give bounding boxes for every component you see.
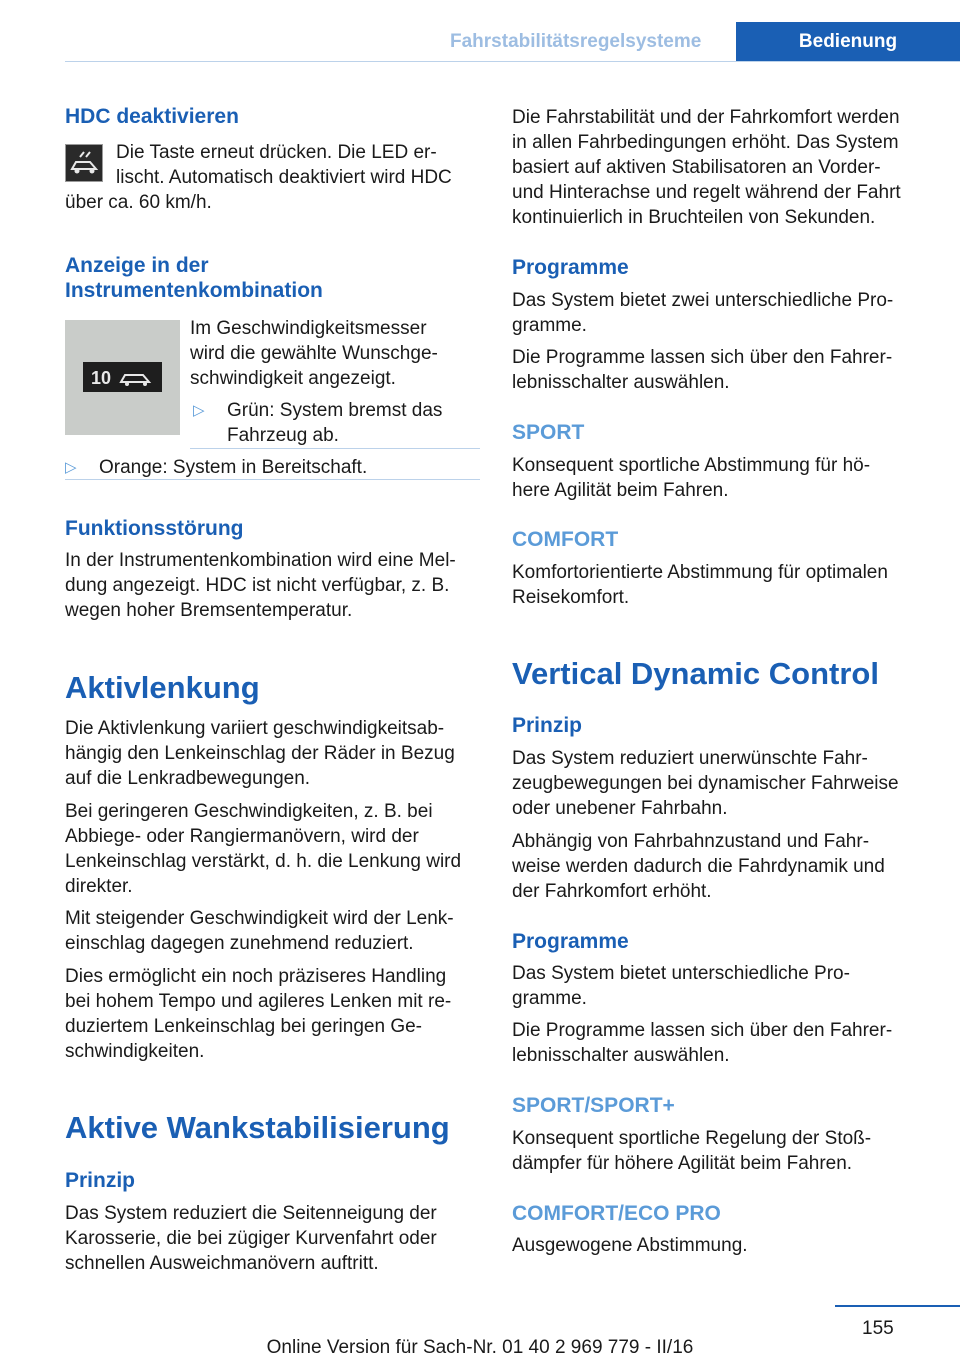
- bullet-triangle-icon: ▷: [193, 402, 205, 419]
- programs-a-line2: gramme.: [512, 315, 587, 336]
- steering-b-line2: Abbiege- oder Rangiermanövern, wird der: [65, 826, 419, 847]
- display-heading-line1: Anzeige in der: [65, 254, 209, 277]
- bullet-orange-text: Orange: System in Bereitschaft.: [99, 457, 368, 478]
- active-steering-heading: Aktivlenkung: [65, 670, 260, 705]
- steering-d-line2: bei hohem Tempo und agileres Lenken mit re‐: [65, 991, 452, 1012]
- fault-line2: dung angezeigt. HDC ist nicht verfügbar, z. B.: [65, 575, 450, 596]
- roll-line1: Das System reduziert die Seitenneigung der: [65, 1203, 437, 1224]
- vdc-programs-heading: Programme: [512, 930, 629, 953]
- hdc-off-line3: über ca. 60 km/h.: [65, 192, 212, 213]
- vdc-b-line1: Abhängig von Fahrbahnzustand und Fahr‐: [512, 831, 870, 852]
- vdc-programs-b-line1: Die Programme lassen sich über den Fahrer‐: [512, 1020, 893, 1041]
- programs-a-line1: Das System bietet zwei unterschiedliche Pro‐: [512, 290, 894, 311]
- steering-b-line3: Lenkeinschlag verstärkt, d. h. die Lenkung wird: [65, 851, 462, 872]
- programs-b-line2: lebnisschalter auswählen.: [512, 372, 730, 393]
- roll-line2: Karosserie, die bei zügiger Kurvenfahrt oder: [65, 1228, 437, 1249]
- display-line1: Im Geschwindigkeitsmesser: [190, 318, 427, 339]
- vdc-a-line2: zeugbewegungen bei dynamischer Fahrweise: [512, 773, 899, 794]
- comfort-line2: Reisekomfort.: [512, 587, 630, 608]
- steering-d-line3: duziertem Lenkeinschlag bei geringen Ge‐: [65, 1016, 422, 1037]
- comfort-eco-pro-line1: Ausgewogene Abstimmung.: [512, 1235, 748, 1256]
- vdc-heading: Vertical Dynamic Control: [512, 656, 879, 691]
- instrument-cluster-image: [65, 320, 180, 435]
- vdc-programs-a-line2: gramme.: [512, 988, 587, 1009]
- steering-d-line1: Dies ermöglicht ein noch präziseres Handling: [65, 966, 447, 987]
- vdc-programs-b-line2: lebnisschalter auswählen.: [512, 1045, 730, 1066]
- fault-line1: In der Instrumentenkombination wird eine Mel‐: [65, 550, 456, 571]
- chapter-tab: Bedienung: [736, 22, 960, 62]
- fault-heading: Funktionsstörung: [65, 517, 244, 540]
- steering-d-line4: schwindigkeiten.: [65, 1041, 205, 1062]
- roll-stabilization-heading: Aktive Wankstabilisierung: [65, 1110, 450, 1145]
- sport-plus-line1: Konsequent sportliche Regelung der Stoß‐: [512, 1128, 872, 1149]
- continued-line1: Die Fahrstabilität und der Fahrkomfort werden: [512, 107, 900, 128]
- programs-heading: Programme: [512, 256, 629, 279]
- footer-divider: [835, 1305, 960, 1307]
- bullet-triangle-icon: ▷: [65, 459, 77, 476]
- page-number: 155: [862, 1318, 894, 1339]
- hdc-button-icon: [65, 144, 103, 182]
- cluster-speed-number: 10: [91, 368, 112, 388]
- online-version-note: Online Version für Sach-Nr. 01 40 2 969 779 - II/16: [266, 1337, 694, 1358]
- continued-line3: basiert auf aktiven Stabilisatoren an Vorder‐: [512, 157, 881, 178]
- hdc-off-heading: HDC deaktivieren: [65, 105, 239, 128]
- comfort-line1: Komfortorientierte Abstimmung für optimalen: [512, 562, 888, 583]
- display-heading-line2: Instrumentenkombination: [65, 279, 323, 302]
- sport-heading: SPORT: [512, 421, 585, 444]
- sport-plus-line2: dämpfer für höhere Agilität beim Fahren.: [512, 1153, 853, 1174]
- sport-plus-heading: SPORT/SPORT+: [512, 1094, 675, 1117]
- section-header: Fahrstabilitätsregelsysteme: [450, 31, 702, 52]
- sport-line2: here Agilität beim Fahren.: [512, 480, 729, 501]
- roll-principle-heading: Prinzip: [65, 1169, 136, 1192]
- roll-line3: schnellen Ausweichmanövern auftritt.: [65, 1253, 379, 1274]
- fault-line3: wegen hoher Bremsentemperatur.: [65, 600, 353, 621]
- steering-a-line1: Die Aktivlenkung variiert geschwindigkeitsab‐: [65, 718, 445, 739]
- bullet-divider: [65, 479, 480, 480]
- continued-line5: kontinuierlich in Bruchteilen von Sekunden.: [512, 207, 876, 228]
- continued-line4: und Hinterachse und regelt während der Fahrt: [512, 182, 901, 203]
- hdc-off-line1: Die Taste erneut drücken. Die LED er‐: [116, 142, 437, 163]
- vdc-a-line1: Das System reduziert unerwünschte Fahr‐: [512, 748, 868, 769]
- bullet-green-line2: Fahrzeug ab.: [227, 425, 339, 446]
- display-line2: wird die gewählte Wunschge‐: [190, 343, 438, 364]
- steering-c-line1: Mit steigender Geschwindigkeit wird der Lenk‐: [65, 908, 454, 929]
- steering-a-line2: hängig den Lenkeinschlag der Räder in Bezug: [65, 743, 455, 764]
- bullet-divider: [190, 448, 480, 449]
- hdc-off-line2: lischt. Automatisch deaktiviert wird HDC: [116, 167, 452, 188]
- comfort-heading: COMFORT: [512, 528, 619, 551]
- programs-b-line1: Die Programme lassen sich über den Fahrer‐: [512, 347, 893, 368]
- bullet-green-line1: Grün: System bremst das: [227, 400, 443, 421]
- steering-b-line4: direkter.: [65, 876, 133, 897]
- vdc-principle-heading: Prinzip: [512, 714, 583, 737]
- steering-b-line1: Bei geringeren Geschwindigkeiten, z. B. bei: [65, 801, 433, 822]
- vdc-programs-a-line1: Das System bietet unterschiedliche Pro‐: [512, 963, 850, 984]
- steering-a-line3: auf die Lenkradbewegungen.: [65, 768, 311, 789]
- vdc-a-line3: oder unebener Fahrbahn.: [512, 798, 728, 819]
- sport-line1: Konsequent sportliche Abstimmung für hö‐: [512, 455, 871, 476]
- continued-line2: in allen Fahrbedingungen erhöht. Das System: [512, 132, 899, 153]
- vdc-b-line3: der Fahrkomfort erhöht.: [512, 881, 712, 902]
- bullet-green: [193, 398, 480, 448]
- comfort-eco-pro-heading: COMFORT/ECO PRO: [512, 1202, 721, 1225]
- header-divider: [65, 61, 960, 62]
- steering-c-line2: einschlag dagegen zunehmend reduziert.: [65, 933, 414, 954]
- bullet-orange: [65, 455, 480, 480]
- display-line3: schwindigkeit angezeigt.: [190, 368, 396, 389]
- vdc-b-line2: weise werden dadurch die Fahrdynamik und: [512, 856, 885, 877]
